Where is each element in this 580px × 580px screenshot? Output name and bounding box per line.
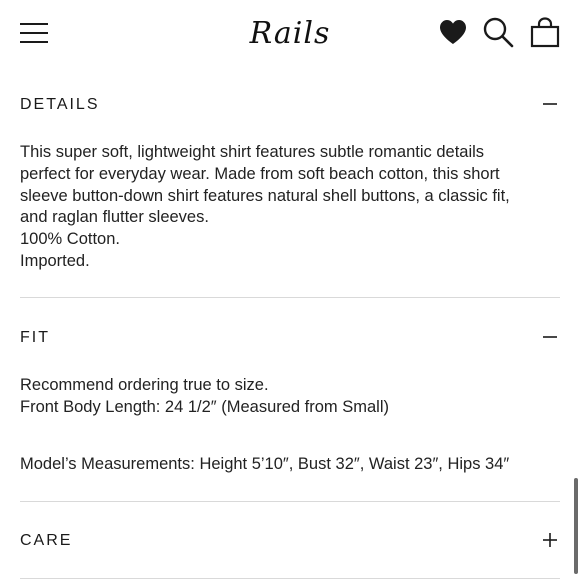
heart-icon[interactable] — [437, 16, 469, 48]
plus-icon[interactable] — [542, 532, 558, 548]
model-measurements: Model’s Measurements: Height 5’10″, Bust 32″, Waist 23″, Hips 34″ — [20, 455, 510, 473]
care-title: CARE — [20, 532, 73, 549]
search-icon[interactable] — [482, 16, 514, 48]
menu-icon[interactable] — [20, 22, 48, 44]
section-divider — [20, 578, 560, 579]
fit-line: Recommend ordering true to size. — [20, 376, 269, 394]
section-divider — [20, 501, 560, 502]
minus-icon[interactable] — [542, 96, 558, 112]
details-line: sleeve button-down shirt features natural shell buttons, a classic fit, — [20, 186, 510, 205]
care-section-header[interactable] — [20, 526, 560, 556]
details-line: 100% Cotton. — [20, 230, 120, 249]
details-line: perfect for everyday wear. Made from soft beach cotton, this short — [20, 164, 500, 183]
details-title: DETAILS — [20, 96, 100, 113]
details-section-header[interactable] — [20, 90, 560, 120]
fit-line: Front Body Length: 24 1/2″ (Measured from Small) — [20, 397, 390, 416]
section-divider — [20, 297, 560, 298]
fit-section-header[interactable] — [20, 323, 560, 353]
scrollbar[interactable] — [574, 478, 578, 574]
bag-icon[interactable] — [529, 16, 561, 48]
details-line: and raglan flutter sleeves. — [20, 208, 209, 227]
brand-logo[interactable]: Rails — [249, 16, 331, 51]
minus-icon[interactable] — [542, 329, 558, 345]
details-description — [20, 142, 560, 273]
fit-title: FIT — [20, 329, 50, 346]
details-line: Imported. — [20, 251, 90, 270]
details-line: This super soft, lightweight shirt features subtle romantic details — [20, 143, 485, 161]
site-header — [0, 0, 580, 66]
fit-description — [20, 375, 560, 419]
